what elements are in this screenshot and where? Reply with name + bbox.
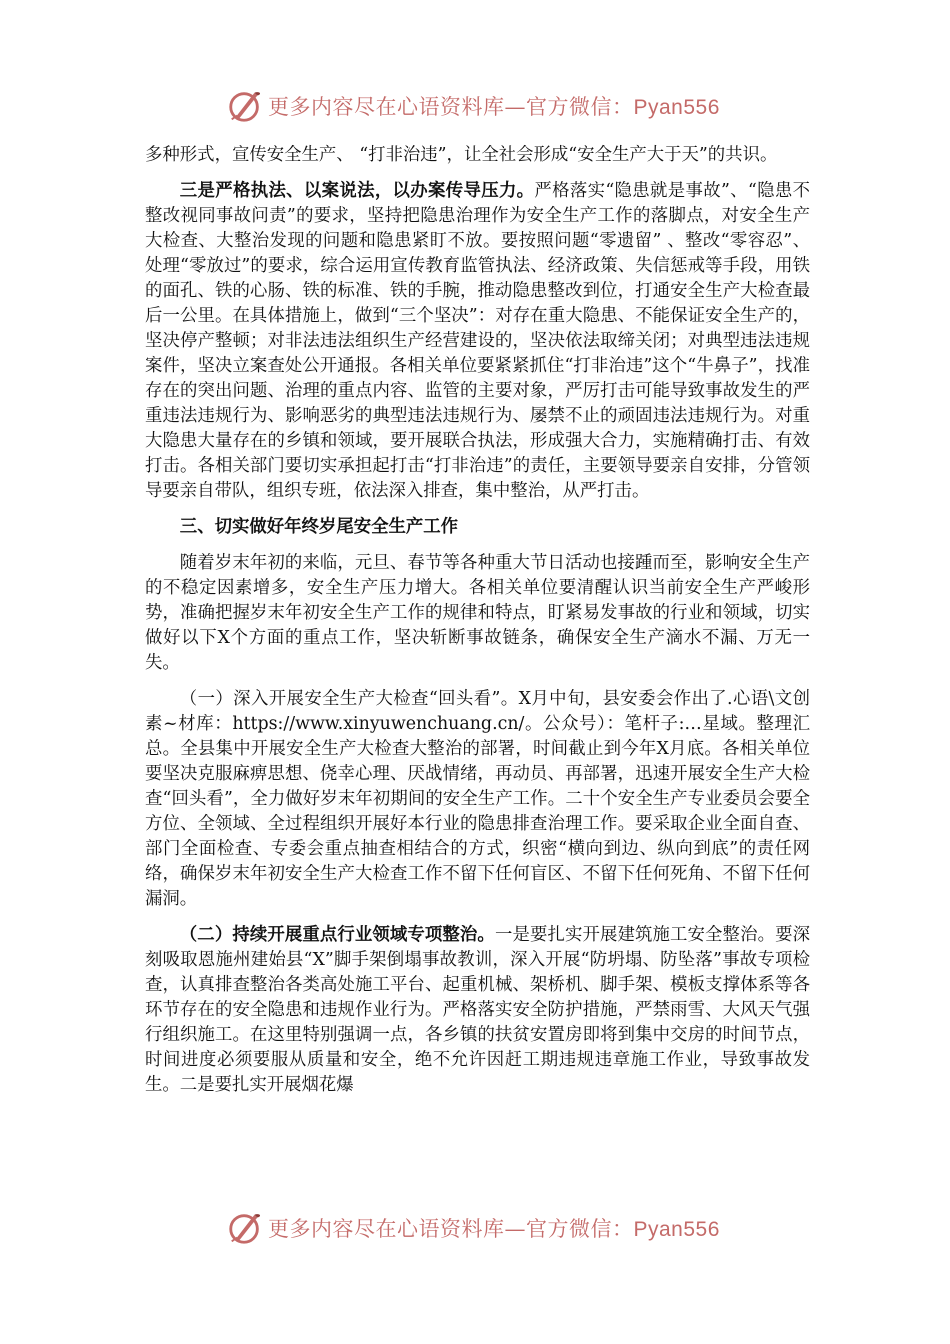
- paragraph-body: 一是要扎实开展建筑施工安全整治。要深刻吸取恩施州建始县“X”脚手架倒塌事故教训，深入开展“防坍塌、防坠落”事故专项检查，认真排查整治各类高处施工平台、起重机械、架桥机、脚手架、模板支撑体系等各环节存在的安全隐患和违规作业行为。严格落实安全防护措施，严禁雨雪、大风天气强行组织施工。在这里特别强调一点，各乡镇的扶贫安置房即将到集中交房的时间节点，时间进度必须要服从质量和安全，绝不允许因赶工期违规违章施工作业，导致事故发生。二是要扎实开展烟花爆: [145, 925, 810, 1095]
- paragraph-lead-bold: 三是严格执法、以案说法，以办案传导压力。: [179, 181, 535, 201]
- paragraph-continuation: 多种形式，宣传安全生产、 “打非治违”，让全社会形成“安全生产大于天”的共识。: [145, 145, 778, 165]
- quill-pen-logo-icon: [226, 87, 264, 125]
- wechat-id: Pyan556: [633, 1218, 720, 1241]
- paragraph-special-rectification: [145, 923, 810, 1098]
- paragraph-lead-bold: （二）持续开展重点行业领域专项整治。: [179, 925, 495, 945]
- footer-banner-text: 更多内容尽在心语资料库—官方微信：Pyan556: [268, 1217, 720, 1241]
- paragraph-inspection-review: （一）深入开展安全生产大检查“回头看”。X月中旬，县安委会作出了.心语\文创素~材库：https://www.xinyuwenchuang.cn/。公众号）：笔杆子:…星域。整理汇总。全县集中开展安全生产大检查大整治的部署，时间截止到今年X月底。各相关单位要坚决克服麻痹思想、侥幸心理、厌战情绪，再动员、再部署，迅速开展安全生产大检查“回头看”，全力做好岁末年初期间的安全生产工作。二十个安全生产专业委员会要全方位、全领域、全过程组织开展好本行业的隐患排查治理工作。要采取企业全面自查、部门全面检查、专委会重点抽查相结合的方式，织密“横向到边、纵向到底”的责任网络，确保岁末年初安全生产大检查工作不留下任何盲区、不留下任何死角、不留下任何漏洞。: [145, 689, 810, 909]
- footer-banner: [226, 1206, 746, 1250]
- quill-pen-logo-icon: [226, 1209, 264, 1247]
- paragraph-strict-enforcement: [145, 179, 810, 504]
- header-banner-text: 更多内容尽在心语资料库—官方微信：Pyan556: [268, 95, 720, 119]
- section-heading-3: 三、切实做好年终岁尾安全生产工作: [179, 517, 459, 537]
- wechat-id: Pyan556: [633, 96, 720, 119]
- paragraph-body: 严格落实“隐患就是事故”、“隐患不整改视同事故问责”的要求，坚持把隐患治理作为安全生产工作的落脚点，对安全生产大检查、大整治发现的问题和隐患紧盯不放。要按照问题“零遗留” 、整改“零容忍”、 处理“零放过”的要求，综合运用宣传教育监管执法、经济政策、失信惩戒等手段，用铁的面孔、铁的心肠、铁的标准、铁的手腕，推动隐患整改到位，打通安全生产大检查最后一公里。在具体措施上，做到“三个坚决”：对存在重大隐患、不能保证安全生产的，坚决停产整顿；对非法违法组织生产经营建设的，坚决依法取缔关闭；对典型违法违规案件，坚决立案查处公开通报。各相关单位要紧紧抓住“打非治违”这个“牛鼻子”，找准存在的突出问题、治理的重点内容、监管的主要对象，严厉打击可能导致事故发生的严重违法违规行为、影响恶劣的典型违法违规行为、屡禁不止的顽固违法违规行为。对重大隐患大量存在的乡镇和领域，要开展联合执法，形成强大合力，实施精确打击、有效打击。各相关部门要切实承担起打击“打非治违”的责任，主要领导要亲自安排，分管领导要亲自带队，组织专班，依法深入排查，集中整治，从严打击。: [145, 181, 810, 501]
- paragraph-year-end: 随着岁末年初的来临，元旦、春节等各种重大节日活动也接踵而至，影响安全生产的不稳定因素增多，安全生产压力增大。各相关单位要清醒认识当前安全生产严峻形势，准确把握岁末年初安全生产工作的规律和特点，盯紧易发事故的行业和领域，切实做好以下X个方面的重点工作，坚决斩断事故链条，确保安全生产滴水不漏、万无一失。: [145, 553, 810, 673]
- document-body: [145, 143, 810, 1109]
- header-banner: [226, 84, 746, 128]
